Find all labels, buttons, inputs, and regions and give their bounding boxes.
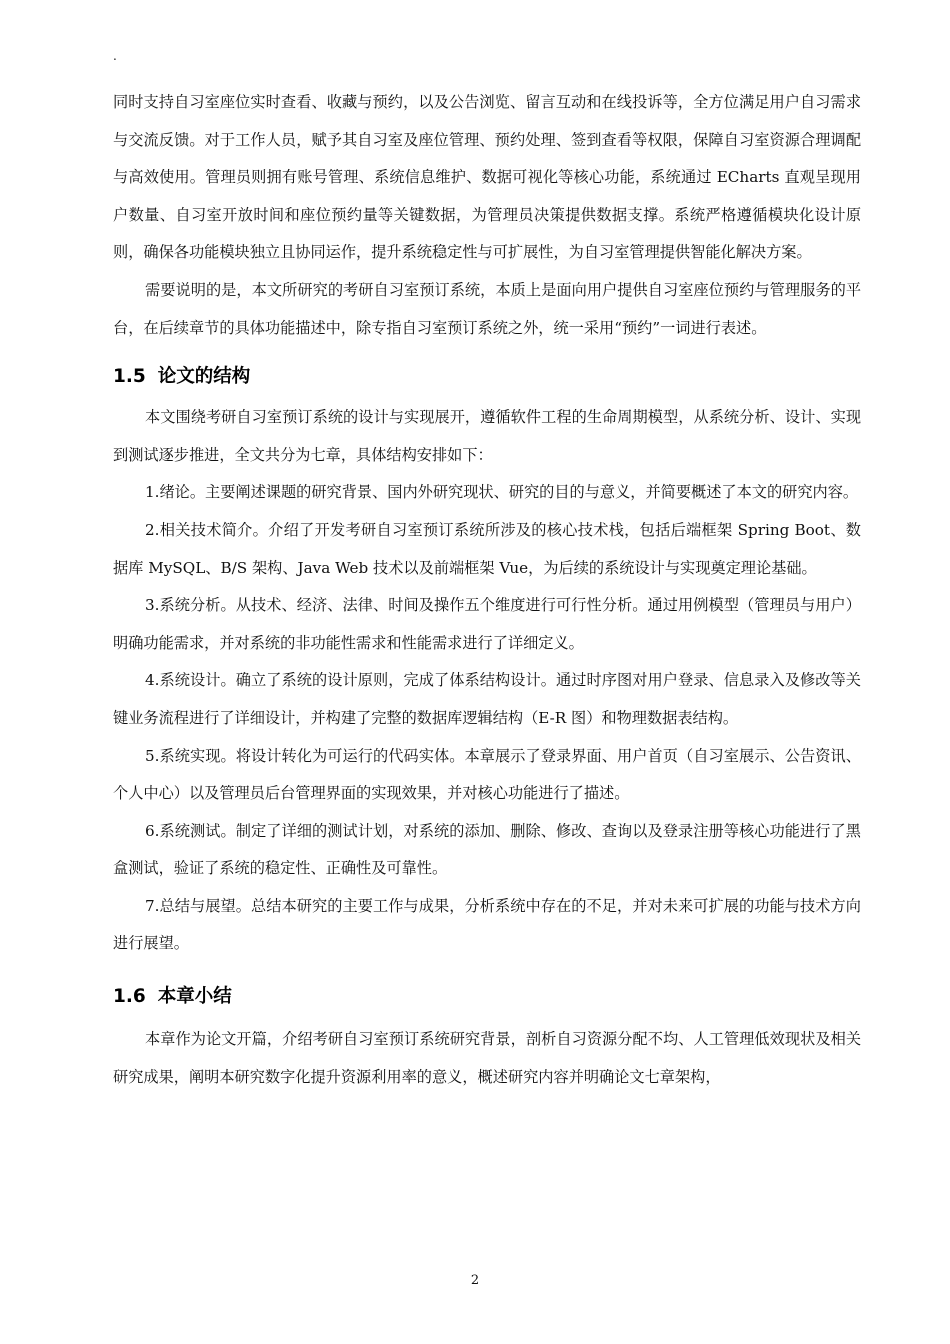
body-paragraph: 同时支持自习室座位实时查看、收藏与预约，以及公告浏览、留言互动和在线投诉等，全方位满足用户自习需求与交流反馈。对于工作人员，赋予其自习室及座位管理、预约处理、签到查看等权限，保障自习室资源合理调配与高效使用。管理员则拥有账号管理、系统信息维护、数据可视化等核心功能，系统通过 ECharts 直观呈现用户数量、自习室开放时间和座位预约量等关键数据，为管理员决策提供数据支撑。系统严格遵循模块化设计原则，确保各功能模块独立且协同运作，提升系统稳定性与可扩展性，为自习室管理提供智能化解决方案。 [113, 93, 861, 262]
page-body [113, 84, 861, 1096]
section-number: 1.6 [113, 986, 146, 1008]
chapter-item: 6.系统测试。制定了详细的测试计划，对系统的添加、删除、修改、查询以及登录注册等核心功能进行了黑盒测试，验证了系统的稳定性、正确性及可靠性。 [113, 821, 861, 878]
section-title: 论文的结构 [157, 366, 251, 388]
summary-paragraph: 本章作为论文开篇，介绍考研自习室预订系统研究背景，剖析自习资源分配不均、人工管理低效现状及相关研究成果，阐明本研究数字化提升资源利用率的意义，概述研究内容并明确论文七章架构， [113, 1030, 861, 1086]
chapter-item: 4.系统设计。确立了系统的设计原则，完成了体系结构设计。通过时序图对用户登录、信息录入及修改等关键业务流程进行了详细设计，并构建了完整的数据库逻辑结构（E-R 图）和物理数据表结构。 [113, 671, 861, 727]
header-mark: . [113, 49, 117, 63]
body-paragraph: 需要说明的是，本文所研究的考研自习室预订系统，本质上是面向用户提供自习室座位预约与管理服务的平台，在后续章节的具体功能描述中，除专指自习室预订系统之外，统一采用“预约”一词进行表述。 [113, 280, 861, 337]
chapter-item: 7.总结与展望。总结本研究的主要工作与成果，分析系统中存在的不足，并对未来可扩展的功能与技术方向进行展望。 [113, 896, 861, 953]
chapter-item: 2.相关技术简介。介绍了开发考研自习室预订系统所涉及的核心技术栈，包括后端框架 Spring Boot、数据库 MySQL、B/S 架构、Java Web 技术以及前端框架 Vue，为后续的系统设计与实现奠定理论基础。 [113, 520, 861, 577]
section-heading [113, 363, 861, 391]
section-heading [113, 983, 861, 1011]
chapter-item: 5.系统实现。将设计转化为可运行的代码实体。本章展示了登录界面、用户首页（自习室展示、公告资讯、个人中心）以及管理员后台管理界面的实现效果，并对核心功能进行了描述。 [113, 746, 861, 803]
section-number: 1.5 [113, 366, 146, 388]
section-title: 本章小结 [157, 986, 232, 1008]
chapter-item: 1.绪论。主要阐述课题的研究背景、国内外研究现状、研究的目的与意义，并简要概述了本文的研究内容。 [145, 483, 859, 502]
page-number: 2 [470, 1273, 480, 1288]
chapter-item: 3.系统分析。从技术、经济、法律、时间及操作五个维度进行可行性分析。通过用例模型（管理员与用户）明确功能需求，并对系统的非功能性需求和性能需求进行了详细定义。 [113, 596, 861, 652]
section-intro: 本文围绕考研自习室预订系统的设计与实现展开，遵循软件工程的生命周期模型，从系统分析、设计、实现到测试逐步推进，全文共分为七章，具体结构安排如下： [113, 408, 861, 464]
